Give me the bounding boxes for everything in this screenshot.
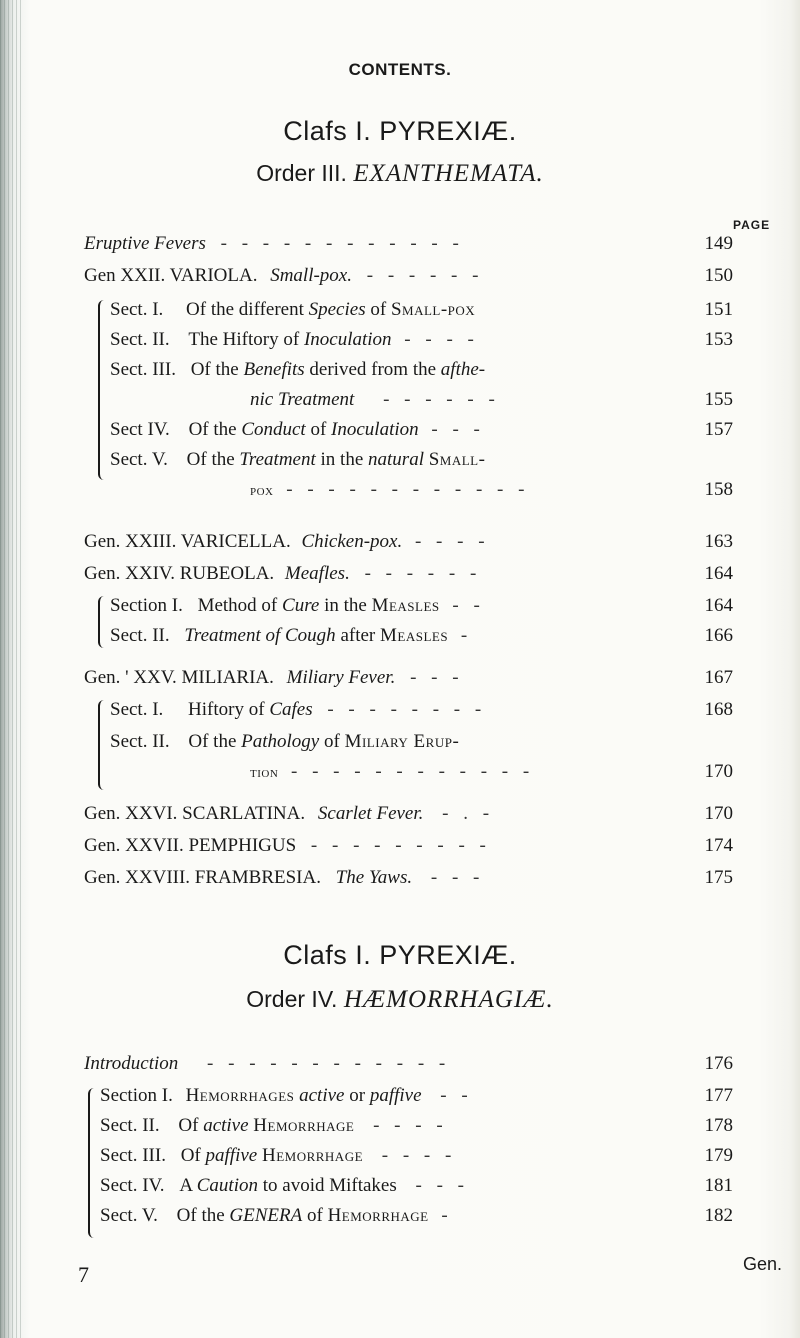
book-page: CONTENTS. Clafs I. PYREXIÆ. Order III. EXANTHEMATA. PAGE Eruptive Fevers - - - - - - - - - - - - 149 Gen XXII. VARIOLA. Small-pox. - - - - - - 150 Sect. I. Of the different Species of Small-pox 151 Sect. II. The Hiftory of Inoculation - - - - 153 Sect. III. Of the Benefits derived from the afthe- nic Treatment - - - - - - 155 Sect IV. Of the Conduct of Inoculation - - - 157 Sect. V. Of the Treatment in the natural Small- pox - - - - - - - - - - - - 158 Gen. XXIII. VARICELLA. Chicken-pox. - - - - 163 Gen. XXIV. RUBEOLA. Meafles. - - - - - - 164 Section I. Method of Cure in the Measles - - 164 Sect. II. Treatment of Cough after Measles - 166 Gen. ' XXV. MILIARIA. Miliary Fever. - - - 167 Sect. I. Hiftory of Cafes - - - - - - - - 168 Sect. II. Of the Pathology of Miliary Erup- tion - - - - - - - - - - - - 170 Gen. XXVI. SCARLATINA. Scarlet Fever. - . - 170 Gen. XXVII. PEMPHIGUS - - - - - - - - - 174 Gen. XXVIII. FRAMBRESIA. The Yaws. - - - 175 Clafs I. PYREXIÆ. Order IV. HÆMORRHAGIÆ. Introduction - - - - - - - - - - - - 176 Section I. Hemorrhages active or paffive - - 177 Sect. II. Of active Hemorrhage - - - - 178 Sect. III. Of paffive Hemorrhage - - - - 179 Sect. IV. A Caution to avoid Miftakes - - - 181 Sect. V. Of the GENERA of Hemorrhage - 182 7 Gen. xyxy=(0,0,800,1338)
toc-row-xxii-sect-2: Sect. II. The Hiftory of Inoculation - - - - xyxy=(110,329,479,350)
page-spine-shadow xyxy=(0,0,22,1338)
toc-row-gen-xxvii: Gen. XXVII. PEMPHIGUS - - - - - - - - - xyxy=(84,835,491,856)
toc-row-iv-sect-4: Sect. IV. A Caution to avoid Miftakes - - - xyxy=(100,1175,469,1196)
toc-row-xxii-sect-3-cont: nic Treatment - - - - - - xyxy=(250,389,500,410)
class-title-1: Clafs I. PYREXIÆ. xyxy=(283,116,517,146)
order-name-1: EXANTHEMATA. xyxy=(353,160,544,187)
toc-row-xxii-sect-5: Sect. V. Of the Treatment in the natural Small- xyxy=(110,449,486,470)
toc-row-gen-xxviii: Gen. XXVIII. FRAMBRESIA. The Yaws. - - - xyxy=(84,867,485,888)
toc-row-eruptive-fevers: Eruptive Fevers - - - - - - - - - - - - xyxy=(84,233,464,254)
toc-row-xxii-sect-5-cont: pox - - - - - - - - - - - - xyxy=(250,479,530,500)
order-title-2 xyxy=(0,986,800,1014)
order-prefix-2: Order IV. xyxy=(246,986,338,1012)
catchword: Gen. xyxy=(743,1254,783,1274)
toc-row-xxv-sect-2: Sect. II. Of the Pathology of Miliary Erup- xyxy=(110,731,460,752)
brace-order-iv xyxy=(88,1088,98,1238)
toc-row-gen-xxiii: Gen. XXIII. VARICELLA. Chicken-pox. - - - - xyxy=(84,531,490,552)
brace-gen-xxii xyxy=(98,300,108,480)
class-title-2: Clafs I. PYREXIÆ. xyxy=(283,940,517,970)
toc-row-xxiv-section-1: Section I. Method of Cure in the Measles - - xyxy=(110,595,485,616)
toc-row-iv-sect-3: Sect. III. Of paffive Hemorrhage - - - - xyxy=(100,1145,457,1166)
toc-row-xxiv-sect-2: Sect. II. Treatment of Cough after Measles - xyxy=(110,625,473,646)
page-column-label: PAGE xyxy=(733,218,771,232)
toc-row-iv-sect-5: Sect. V. Of the GENERA of Hemorrhage - xyxy=(100,1205,453,1226)
toc-row-iv-section-1: Section I. Hemorrhages active or paffive - - xyxy=(100,1085,473,1106)
toc-row-xxii-sect-3: Sect. III. Of the Benefits derived from the afthe- xyxy=(110,359,486,380)
running-head: CONTENTS. xyxy=(348,60,452,79)
toc-row-xxv-sect-2-cont: tion - - - - - - - - - - - - xyxy=(250,761,535,782)
toc-row-xxii-sect-1: Sect. I. Of the different Species of Small-pox xyxy=(110,299,476,320)
toc-row-gen-xxii: Gen XXII. VARIOLA. Small-pox. - - - - - - xyxy=(84,265,484,286)
toc-row-gen-xxv: Gen. ' XXV. MILIARIA. Miliary Fever. - - - xyxy=(84,667,464,688)
brace-gen-xxiv xyxy=(98,596,108,648)
signature-mark: 7 xyxy=(78,1262,89,1287)
toc-row-gen-xxvi: Gen. XXVI. SCARLATINA. Scarlet Fever. - . - xyxy=(84,803,495,824)
toc-row-xxii-sect-4: Sect IV. Of the Conduct of Inoculation - - - xyxy=(110,419,485,440)
brace-gen-xxv xyxy=(98,700,108,790)
toc-row-introduction: Introduction - - - - - - - - - - - - xyxy=(84,1053,451,1074)
order-title-1 xyxy=(0,160,800,188)
toc-row-xxv-sect-1: Sect. I. Hiftory of Cafes - - - - - - - - xyxy=(110,699,487,720)
order-prefix-1: Order III. xyxy=(256,160,347,186)
toc-row-gen-xxiv: Gen. XXIV. RUBEOLA. Meafles. - - - - - - xyxy=(84,563,482,584)
toc-row-iv-sect-2: Sect. II. Of active Hemorrhage - - - - xyxy=(100,1115,448,1136)
order-name-2: HÆMORRHAGIÆ. xyxy=(343,986,554,1013)
